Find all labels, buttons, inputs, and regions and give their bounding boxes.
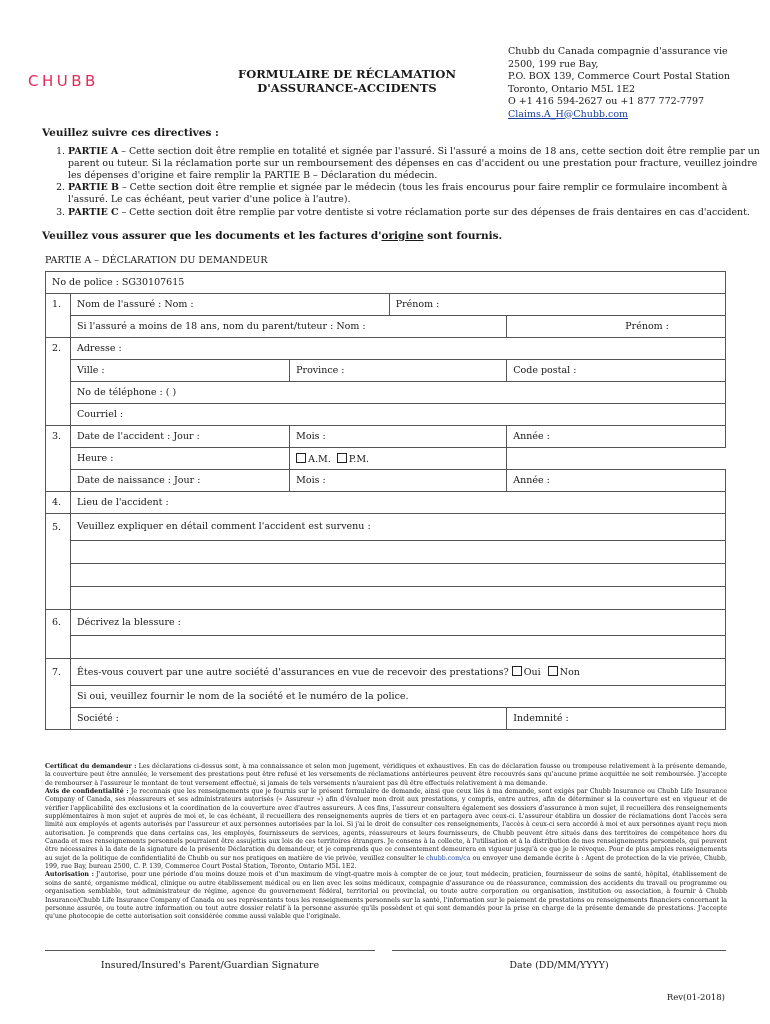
directives-heading: Veuillez suivre ces directives : bbox=[42, 127, 219, 139]
claimant-certificate bbox=[45, 763, 727, 922]
question-number-spacer bbox=[46, 404, 71, 426]
chubb-privacy-link[interactable]: chubb.com/ca bbox=[426, 854, 471, 862]
notice-text-end: sont fournis. bbox=[423, 230, 503, 242]
signature-line[interactable] bbox=[45, 950, 375, 951]
question-number-spacer bbox=[46, 360, 71, 382]
question-number-spacer bbox=[46, 707, 71, 729]
accident-description-line[interactable] bbox=[70, 586, 725, 609]
time-field[interactable]: Heure : bbox=[70, 448, 289, 470]
birth-year-field[interactable]: Année : bbox=[507, 470, 726, 492]
insured-first-name-field[interactable]: Prénom : bbox=[389, 294, 725, 316]
form-title-line-1: FORMULAIRE DE RÉCLAMATION bbox=[238, 67, 456, 81]
directives-list bbox=[42, 146, 768, 220]
revision-number: Rev(01-2018) bbox=[666, 993, 725, 1003]
guardian-first-name-field[interactable]: Prénom : bbox=[507, 316, 726, 338]
question-number: 7. bbox=[46, 659, 71, 686]
email-field[interactable]: Courriel : bbox=[70, 404, 725, 426]
question-number-spacer bbox=[46, 382, 71, 404]
company-field[interactable]: Société : bbox=[70, 707, 506, 729]
yes-label: Oui bbox=[523, 666, 541, 678]
injury-description-label: Décrivez la blessure : bbox=[70, 609, 725, 636]
question-number-spacer bbox=[46, 316, 71, 338]
accident-location-field[interactable]: Lieu de l'accident : bbox=[70, 492, 725, 514]
other-insurance-question bbox=[70, 659, 725, 686]
form-title-line-2: D'ASSURANCE-ACCIDENTS bbox=[257, 81, 437, 95]
city-field[interactable]: Ville : bbox=[70, 360, 289, 382]
directive-part: PARTIE C bbox=[68, 206, 119, 218]
chubb-logo: CHUBB bbox=[28, 72, 99, 90]
address-line: Chubb du Canada compagnie d'assurance vie bbox=[508, 46, 728, 57]
other-insurance-label: Êtes-vous couvert par une autre société d'assurances en vue de recevoir des prestations? bbox=[76, 666, 509, 678]
authorization-text: J'autorise, pour une période d'au moins douze mois et d'un maximum de vingt-quatre mois à compter de ce jour, tout médecin, praticien, fournisseur de soins de santé, hôpital, établissement de soins de santé, organisme médical, clinique ou autre établissement médical ou en lien avec les soins médicaux, compagnie d'assurance ou de réassurance, commission des accidents du travail ou programme ou organisation semblable, tout administrateur de régime, agence du gouvernement fédéral, territorial ou provincial, ou toute autre corporation ou organisation, institution ou association, à fournir à Chubb Insurance/Chubb Life Insurance Company of Canada ou ses représentants tous les renseignements personnels sur la santé, l'information sur le paiement de prestations ou renseignements financiers concernant la personne assurée, ou toute autre information ou tout autre dossier relatif à la personne assurée qu'ils possèdent et qui sont demandés pour la prise en charge de la présente demande de prestations. J'accepte qu'une photocopie de cette autorisation soit considérée comme aussi valable que l'originale. bbox=[45, 871, 727, 921]
claims-email-link[interactable]: Claims.A_H@Chubb.com bbox=[508, 108, 629, 120]
directive-item bbox=[68, 182, 768, 206]
accident-day-field[interactable]: Date de l'accident : Jour : bbox=[70, 426, 289, 448]
directive-item bbox=[68, 146, 768, 181]
question-number: 4. bbox=[46, 492, 71, 514]
am-pm-options bbox=[290, 448, 507, 470]
policy-number-field[interactable]: No de police : SG30107615 bbox=[46, 272, 726, 294]
address-line: Toronto, Ontario M5L 1E2 bbox=[508, 83, 636, 95]
accident-month-field[interactable]: Mois : bbox=[290, 426, 507, 448]
notice-underlined: origine bbox=[381, 230, 424, 242]
part-a-heading: PARTIE A – DÉCLARATION DU DEMANDEUR bbox=[45, 255, 268, 266]
accident-year-field[interactable]: Année : bbox=[507, 426, 726, 448]
question-number-spacer bbox=[46, 586, 71, 609]
question-number-spacer bbox=[46, 540, 71, 563]
question-number-spacer bbox=[46, 685, 71, 707]
no-checkbox[interactable] bbox=[548, 666, 558, 676]
am-label: A.M. bbox=[308, 453, 331, 465]
guardian-name-field[interactable]: Si l'assuré a moins de 18 ans, nom du parent/tuteur : Nom : bbox=[70, 316, 506, 338]
accident-description-label: Veuillez expliquer en détail comment l'accident est survenu : bbox=[70, 514, 725, 541]
am-checkbox[interactable] bbox=[296, 453, 306, 463]
question-number: 6. bbox=[46, 609, 71, 636]
certificate-label: Certificat du demandeur : bbox=[45, 763, 137, 770]
date-line[interactable] bbox=[392, 950, 726, 951]
question-number-spacer bbox=[46, 448, 71, 470]
certificate-text: Les déclarations ci-dessus sont, à ma connaissance et selon mon jugement, véridiques et exhaustives. En cas de déclaration fausse ou trompeuse relativement à la présente demande, la couverture peut être annulée, le versement des prestations peut être refusé et les versements de réclamations antérieures peuvent être recouvrés sans qu'aucune prime acquittée ne soit remboursée. J'accepte de rembourser à l'assureur le montant de tout versement effectué, si jamais de tels versements n'auraient pas dû être effectués relativement à ma demande. bbox=[45, 763, 727, 787]
pm-label: P.M. bbox=[348, 453, 370, 465]
company-address bbox=[508, 46, 730, 121]
question-number-spacer bbox=[46, 563, 71, 586]
authorization-label: Autorisation : bbox=[45, 871, 94, 879]
question-number: 1. bbox=[46, 294, 71, 316]
directive-text: – Cette section doit être remplie par votre dentiste si votre réclamation porte sur des dépenses de frais dentaires en cas d'accident. bbox=[118, 206, 750, 218]
accident-description-line[interactable] bbox=[70, 540, 725, 563]
directive-part: PARTIE B bbox=[68, 182, 119, 194]
province-field[interactable]: Province : bbox=[290, 360, 507, 382]
notice-text: Veuillez vous assurer que les documents et les factures d' bbox=[42, 230, 382, 242]
birth-day-field[interactable]: Date de naissance : Jour : bbox=[70, 470, 289, 492]
question-number-spacer bbox=[46, 470, 71, 492]
signature-label: Insured/Insured's Parent/Guardian Signature bbox=[100, 960, 320, 971]
question-number-spacer bbox=[46, 636, 71, 659]
address-phone: O +1 416 594-2627 ou +1 877 772-7797 bbox=[508, 96, 705, 107]
directive-text: – Cette section doit être remplie et signée par le médecin (tous les frais encourus pour faire remplir ce formulaire incombent à l'assuré. Le cas échéant, peut varier d'une police à l'autre). bbox=[68, 182, 728, 206]
insured-last-name-field[interactable]: Nom de l'assuré : Nom : bbox=[70, 294, 389, 316]
directive-text: – Cette section doit être remplie en totalité et signée par l'assuré. Si l'assuré a moins de 18 ans, cette section doit être remplie par un parent ou tuteur. Si la réclamation porte sur un remboursement des dépenses en cas d'accident ou une prestation pour fracture, veuillez joindre les dépenses d'origine et faire remplir la PARTIE B – Déclaration du médecin. bbox=[68, 146, 760, 181]
address-line: P.O. BOX 139, Commerce Court Postal Station bbox=[508, 71, 730, 82]
directive-item bbox=[68, 207, 768, 219]
documents-notice bbox=[42, 230, 502, 242]
pm-checkbox[interactable] bbox=[337, 453, 347, 463]
birth-month-field[interactable]: Mois : bbox=[290, 470, 507, 492]
phone-field[interactable]: No de téléphone : ( ) bbox=[70, 382, 725, 404]
accident-description-line[interactable] bbox=[70, 563, 725, 586]
claimant-declaration-table bbox=[45, 271, 726, 730]
address-line: 2500, 199 rue Bay, bbox=[508, 58, 599, 70]
directive-part: PARTIE A bbox=[68, 146, 119, 157]
question-number: 2. bbox=[46, 338, 71, 360]
form-title bbox=[222, 67, 472, 95]
privacy-text: Je reconnais que les renseignements que je fournis sur le présent formulaire de demande, ainsi que ceux liés à ma demande, sont exigés par Chubb Insurance ou Chubb Life Insurance Company of Canada, ses réassureurs et ses administrateurs autorisés (« Assureur ») afin d'évaluer mon droit aux prestations, y compris, entre autres, afin de déterminer si la couverture est en vigueur et de vérifier l'applicabilité des exclusions et la coordination de la couverture avec d'autres assureurs. À ces fins, l'assureur consultera également ses dossiers d'assurance à mon sujet, il recueillera des renseignements supplémentaires à mon sujet et auprès de moi et, le cas échéant, il recueillera des renseignements auprès de tiers et en partagera avec ceux-ci. L'assureur établira un dossier de réclamations dont l'accès sera limité aux employés et agents autorisés par l'assureur et aux personnes autorisées par la loi. Si j'ai le droit de consulter ces renseignements, l'accès à ceux-ci sera accordé à moi et aux personnes ayant reçu mon autorisation. Je comprends que dans certains cas, les employés, fournisseurs de services, agents, réassureurs et leurs fournisseurs, de Chubb peuvent être situés dans des territoires de compétence hors du Canada et mes renseignements personnels pourraient être assujettis aux lois de ces territoires étrangers. Je consens à la collecte, à l'utilisation et à la distribution de mes renseignements personnels, qui peuvent être nécessaires à la date de la signature de la présente Déclaration du demandeur, et je comprends que ce consentement demeurera en vigueur jusqu'à ce que je le révoque. Pour de plus amples renseignements au sujet de la politique de confidentialité de Chubb ou sur nos pratiques en matière de vie privée, veuillez consulter le bbox=[45, 788, 727, 862]
yes-checkbox[interactable] bbox=[512, 666, 522, 676]
other-insurance-instructions: Si oui, veuillez fournir le nom de la société et le numéro de la police. bbox=[70, 685, 725, 707]
no-label: Non bbox=[559, 666, 580, 678]
question-number: 3. bbox=[46, 426, 71, 448]
postal-code-field[interactable]: Code postal : bbox=[507, 360, 726, 382]
date-label: Date (DD/MM/YYYY) bbox=[509, 960, 609, 971]
question-number: 5. bbox=[46, 514, 71, 541]
empty-cell bbox=[507, 448, 726, 470]
privacy-text-end: ou envoyer une demande écrite à : Agent de protection de la vie privée, Chubb, 199, rue Bay, bureau 2500, C. P. 139, Commerce Court Postal Station, Toronto, Ontario M5L 1E2. bbox=[45, 854, 727, 871]
indemnity-field[interactable]: Indemnité : bbox=[507, 707, 726, 729]
privacy-label: Avis de confidentialité : bbox=[45, 788, 129, 796]
injury-description-line[interactable] bbox=[70, 636, 725, 659]
address-field[interactable]: Adresse : bbox=[70, 338, 725, 360]
